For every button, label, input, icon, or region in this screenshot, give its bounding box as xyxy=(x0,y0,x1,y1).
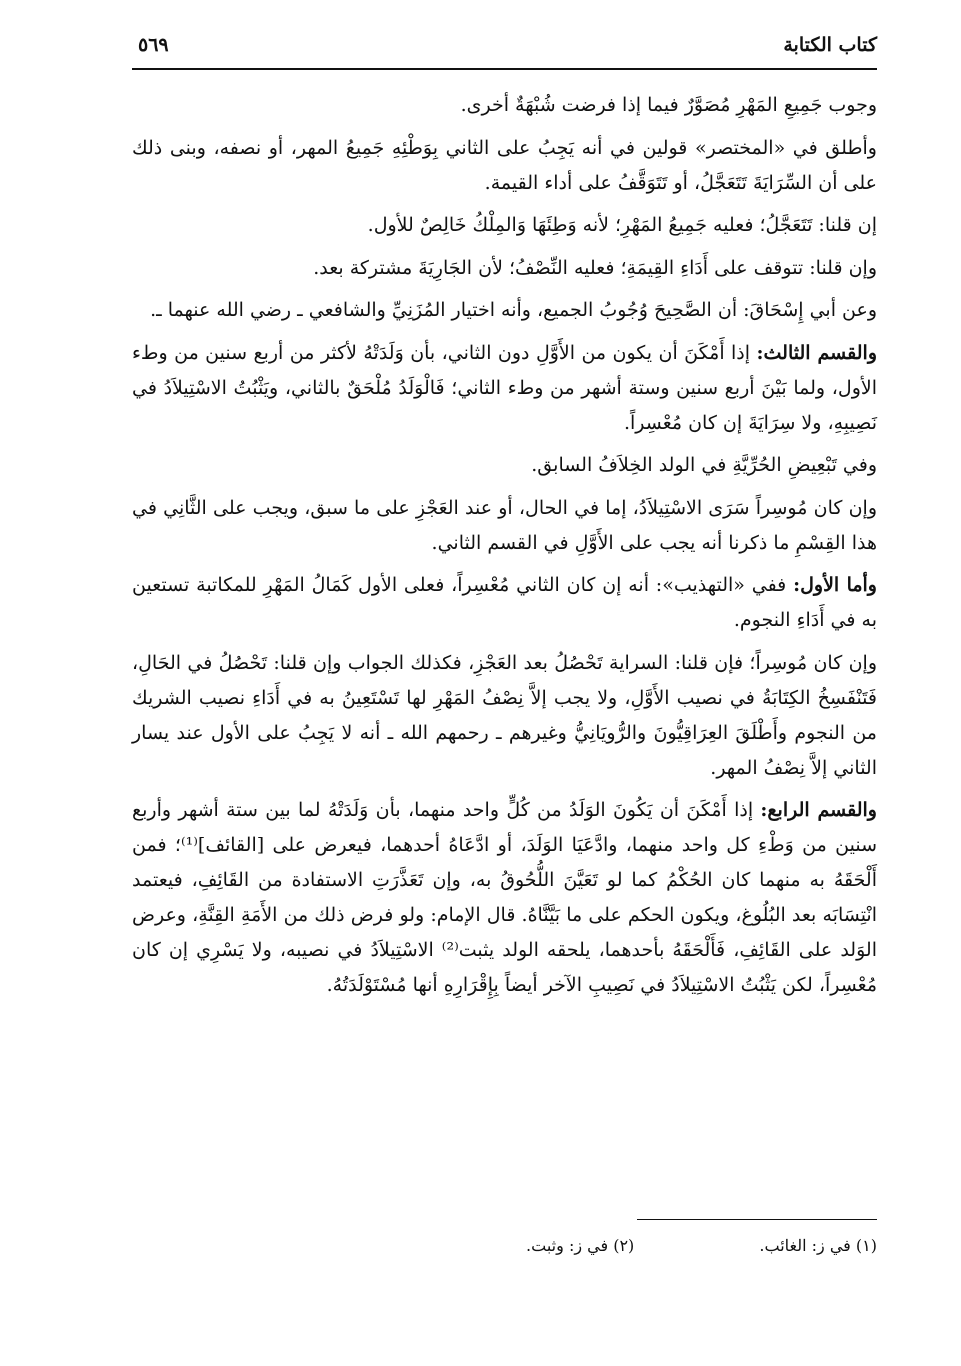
footnote: (٢) في ز: وثبت. xyxy=(526,1236,635,1255)
paragraph xyxy=(132,208,877,243)
paragraph xyxy=(132,336,877,441)
paragraph-text: وإن كان مُوسِراً سَرَى الاسْتِيلاَدُ، إما في الحال، أو عند العَجْزِ على ما سبق، ويجب على الثَّانِي في هذا القِسْمِ ما ذكرنا أنه يجب على الأَوَّلِ في القسم الثاني. xyxy=(132,496,877,554)
paragraph xyxy=(132,293,877,328)
footnote-rule xyxy=(637,1219,877,1220)
paragraph xyxy=(132,646,877,786)
paragraph-text: وإن قلنا: تتوقف على أَدَاءِ القِيمَةِ؛ فعليه النِّصْفُ؛ لأن الجَارِيَةَ مشتركة بعد. xyxy=(313,256,877,279)
main-text xyxy=(132,88,877,1011)
paragraph-text: وفي تَبْعِيضِ الحُرِّيَّةِ في الولد الخِلاَفُ السابق. xyxy=(531,454,877,476)
paragraph-text: وأطلق في «المختصر» قولين في أنه يَجِبُ على الثاني بِوَطْئِهِ جَمِيعُ المهر، أو نصفه، وبنى ذلك على أن السِّرَايَةَ تَتَعَجَّلُ، أو تَتَوَقَّفُ على أداء القيمة. xyxy=(132,136,877,194)
page-number: ٥٦٩ xyxy=(138,34,169,56)
paragraph-text: ففي «التهذيب»: أنه إن كان الثاني مُعْسِراً، فعلى الأول كَمَالُ المَهْرِ للمكاتبة تستعين به في أَدَاءِ النجوم. xyxy=(132,574,877,631)
paragraph xyxy=(132,568,877,638)
paragraph-lead: والقسم الثالث: xyxy=(756,341,877,364)
paragraph xyxy=(132,491,877,561)
running-title: كتاب الكتابة xyxy=(783,34,877,56)
paragraph-text: إذا أَمْكَنَ أن يَكُونَ الوَلَدُ من كُلٍّ واحد منهما، بأن وَلَدَتْهُ لما بين ستة أشهر وأربع سنين من وَطْءِ كل واحد منهما، وادَّعَيَا الوَلَدَ، أو ادَّعَاهُ أحدهما، فيعرض على [القائف]⁽¹⁾؛ فمن أَلْحَقَهُ به منهما كان الحُكْمُ كما لو تَعَيَّنَ اللُّحُوقُ به، وإن تَعَذَّرَتِ الاستفادة من القَائِفِ، فيعتمد انْتِسَابَه بعد البُلُوغ، ويكون الحكم على ما بَيَّنَّاهُ. قال الإمام: ولو فرض ذلك من الأَمَةِ القِنَّةِ، وعرض الوَلد على القَائِفِ، فَأَلْحَقَهُ بأحدهما، يلحقه الولد يثبت⁽²⁾ الاسْتِيلاَدُ في نصيبه، ولا يَسْرِي إن كان مُعْسِراً، لكن يَثْبُتُ الاسْتِيلاَدُ في نَصِيبِ الآخر أيضاً بِإِقْرَارِهِ أنها مُسْتَوْلَدَتُهُ. xyxy=(132,799,877,996)
paragraph-text: وإن كان مُوسِراً؛ فإن قلنا: السراية تَحْصُلُ بعد العَجْزِ، فكذلك الجواب وإن قلنا: تَحْصُلُ في الحَالِ، فَتَنْفَسِخُ الكِتَابَةُ في نصيب الأَوَّلِ، ولا يجب إلاَّ نِصْفُ المَهْرِ لها تَسْتَعِينُ به في أَدَاءِ نصيب الشريك من النجوم وأَطْلَقَ العِرَاقِيُّونَ والرُّويَانِيُّ وغيرهم ـ رحمهم الله ـ أنه لا يَجِبُ على الأول عند يسار الثاني إلاَّ نِصْفُ المهر. xyxy=(132,651,877,779)
footnote: (١) في ز: الغائب. xyxy=(759,1236,877,1255)
paragraph xyxy=(132,793,877,1003)
header-rule xyxy=(132,68,877,70)
paragraph-text: إن قلنا: تَتَعَجَّلُ؛ فعليه جَمِيعُ المَهْرِ؛ لأنه وَطِئَهَا وَالمِلْكُ خَالِصٌ للأول. xyxy=(367,214,877,236)
paragraph-text: وعن أبي إِسْحَاقَ: أن الصَّحِيحَ وُجُوبُ الجميع، وأنه اختيار المُزَنِيِّ والشافعي ـ رضي الله عنهما ـ. xyxy=(150,299,877,321)
paragraph-text: إذا أَمْكَنَ أن يكون من الأَوَّلِ دون الثاني، بأن وَلَدَتْهُ لأكثر من أربع سنين من وطء الأول، ولما بَيْنَ أربع سنين وستة أشهر من وطء الثاني؛ فَالْوَلَدُ مُلْحَقٌ بالثاني، ويَثْبُتُ الاسْتِيلاَدُ في نَصِيبِهِ، ولا سِرَايَةَ إن كان مُعْسِراً. xyxy=(132,341,877,434)
paragraph xyxy=(132,448,877,483)
paragraph xyxy=(132,251,877,286)
paragraph xyxy=(132,88,877,123)
paragraph-text: وجوب جَمِيعِ المَهْرِ مُصَوَّرٌ فيما إذا فرضت شُبْهَةٌ أخرى. xyxy=(460,94,877,116)
paragraph-lead: والقسم الرابع: xyxy=(760,799,877,821)
footnotes xyxy=(132,1232,877,1260)
paragraph-lead: وأما الأول: xyxy=(793,574,877,596)
paragraph xyxy=(132,131,877,201)
page-header xyxy=(132,30,877,66)
